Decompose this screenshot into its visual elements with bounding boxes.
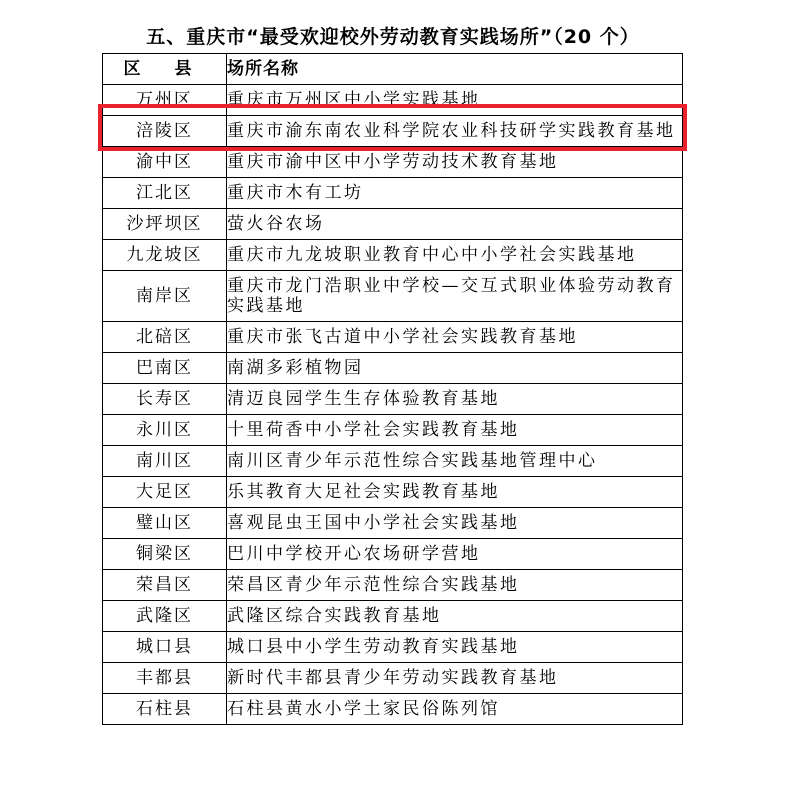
district-cell: 沙坪坝区	[103, 209, 227, 240]
district-cell: 璧山区	[103, 508, 227, 539]
table-row	[103, 415, 683, 446]
site-cell: 喜观昆虫王国中小学社会实践基地	[227, 508, 683, 539]
district-cell: 丰都县	[103, 663, 227, 694]
site-cell: 重庆市张飞古道中小学社会实践教育基地	[227, 322, 683, 353]
district-cell: 渝中区	[103, 147, 227, 178]
district-cell: 南岸区	[103, 271, 227, 322]
site-cell: 清迈良园学生生存体验教育基地	[227, 384, 683, 415]
table-row	[103, 209, 683, 240]
district-cell: 万州区	[103, 85, 227, 116]
table-row	[103, 632, 683, 663]
table-row	[103, 322, 683, 353]
site-cell: 重庆市万州区中小学实践基地	[227, 85, 683, 116]
district-cell: 铜梁区	[103, 539, 227, 570]
district-cell: 大足区	[103, 477, 227, 508]
site-cell: 荣昌区青少年示范性综合实践基地	[227, 570, 683, 601]
district-cell: 巴南区	[103, 353, 227, 384]
table-row	[103, 353, 683, 384]
district-cell: 石柱县	[103, 694, 227, 725]
district-cell: 九龙坡区	[103, 240, 227, 271]
column-header-site: 场所名称	[227, 54, 683, 85]
page-title: 五、重庆市“最受欢迎校外劳动教育实践场所”（20 个）	[146, 26, 640, 48]
site-cell: 萤火谷农场	[227, 209, 683, 240]
table-row	[103, 384, 683, 415]
table-row	[103, 601, 683, 632]
district-cell: 北碚区	[103, 322, 227, 353]
table-row	[103, 508, 683, 539]
table-row	[103, 477, 683, 508]
site-cell: 武隆区综合实践教育基地	[227, 601, 683, 632]
table-row	[103, 446, 683, 477]
site-cell: 南湖多彩植物园	[227, 353, 683, 384]
district-cell: 江北区	[103, 178, 227, 209]
site-cell: 重庆市木有工坊	[227, 178, 683, 209]
district-cell: 武隆区	[103, 601, 227, 632]
table-row	[103, 694, 683, 725]
site-cell: 重庆市龙门浩职业中学校—交互式职业体验劳动教育实践基地	[227, 271, 683, 322]
table-row	[103, 539, 683, 570]
table-row	[103, 240, 683, 271]
site-cell: 巴川中学校开心农场研学营地	[227, 539, 683, 570]
table-header-row	[103, 54, 683, 85]
site-cell: 重庆市九龙坡职业教育中心中小学社会实践基地	[227, 240, 683, 271]
district-cell: 南川区	[103, 446, 227, 477]
table-row	[103, 663, 683, 694]
table-row	[103, 570, 683, 601]
site-cell: 南川区青少年示范性综合实践基地管理中心	[227, 446, 683, 477]
district-cell: 荣昌区	[103, 570, 227, 601]
site-cell: 重庆市渝中区中小学劳动技术教育基地	[227, 147, 683, 178]
site-cell: 重庆市渝东南农业科学院农业科技研学实践教育基地	[227, 116, 683, 147]
site-cell: 新时代丰都县青少年劳动实践教育基地	[227, 663, 683, 694]
table-row	[103, 271, 683, 322]
site-cell: 石柱县黄水小学土家民俗陈列馆	[227, 694, 683, 725]
site-cell: 乐其教育大足社会实践教育基地	[227, 477, 683, 508]
district-cell: 长寿区	[103, 384, 227, 415]
table-row	[103, 178, 683, 209]
table-row	[103, 85, 683, 116]
table-row	[103, 147, 683, 178]
sites-table	[102, 53, 683, 725]
district-cell: 涪陵区	[103, 116, 227, 147]
site-cell: 城口县中小学生劳动教育实践基地	[227, 632, 683, 663]
column-header-district: 区 县	[103, 54, 227, 85]
table-row-highlighted	[103, 116, 683, 147]
site-cell: 十里荷香中小学社会实践教育基地	[227, 415, 683, 446]
district-cell: 城口县	[103, 632, 227, 663]
district-cell: 永川区	[103, 415, 227, 446]
